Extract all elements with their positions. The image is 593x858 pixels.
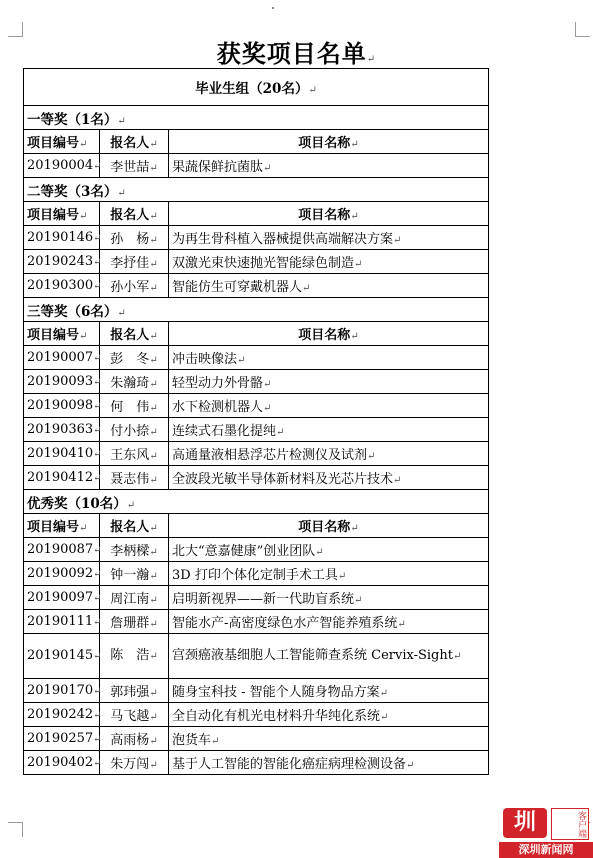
- applicant-name-cell-text: 彭 冬: [110, 352, 150, 367]
- paragraph-mark-icon: ↵: [149, 259, 158, 270]
- paragraph-mark-icon: ↵: [93, 734, 102, 745]
- section-row: [24, 178, 489, 202]
- project-id-cell: [24, 370, 100, 394]
- paragraph-mark-icon: ↵: [93, 257, 102, 268]
- table-row: [24, 226, 489, 250]
- project-name-cell-text: 智能仿生可穿戴机器人: [172, 280, 303, 295]
- paragraph-mark-icon: ↵: [393, 235, 402, 246]
- paragraph-mark-icon: ↵: [380, 712, 389, 723]
- project-name-cell-text: 冲击映像法: [172, 352, 238, 367]
- project-id-cell-text: 20190097: [27, 590, 94, 605]
- paragraph-mark-icon: ↵: [149, 650, 158, 662]
- project-id-cell-text: 20190092: [27, 566, 94, 581]
- table-row: [24, 751, 489, 775]
- applicant-name-cell-text: 詹珊群: [110, 616, 150, 631]
- paragraph-mark-icon: ↵: [149, 283, 158, 294]
- paragraph-mark-icon: ↵: [79, 139, 88, 150]
- section-label-text: 一等奖（1名）: [27, 111, 118, 128]
- project-id-cell-text: 20190410: [27, 446, 94, 461]
- project-id-cell-text: 20190402: [27, 755, 94, 770]
- project-name-cell: [169, 703, 489, 727]
- table-row: [24, 703, 489, 727]
- applicant-name-cell: [100, 154, 169, 178]
- project-name-cell-text: 双激光束快速抛光智能绿色制造: [172, 256, 355, 271]
- paragraph-mark-icon: ↵: [350, 331, 359, 342]
- award-table: [23, 68, 489, 775]
- project-id-cell-text: 20190146: [27, 230, 94, 245]
- project-id-cell: [24, 751, 100, 775]
- project-name-cell: [169, 370, 489, 394]
- logo-mark: 圳: [503, 808, 547, 838]
- applicant-name-cell: [100, 370, 169, 394]
- paragraph-mark-icon: ↵: [149, 619, 158, 630]
- paragraph-mark-icon: ↵: [93, 650, 102, 662]
- paragraph-mark-icon: ↵: [93, 617, 102, 628]
- paragraph-mark-icon: ↵: [149, 163, 158, 174]
- project-id-cell: [24, 418, 100, 442]
- paragraph-mark-icon: ↵: [93, 353, 102, 364]
- paragraph-mark-icon: ↵: [452, 650, 462, 662]
- project-name-cell: [169, 610, 489, 634]
- section-label: [24, 106, 489, 130]
- project-id-cell-text: 20190111: [27, 614, 94, 629]
- project-name-cell-text: 水下检测机器人: [172, 400, 264, 415]
- project-id-cell-text: 20190300: [27, 278, 94, 293]
- table-row: [24, 274, 489, 298]
- header-name: [100, 322, 169, 346]
- project-id-cell-text: 20190257: [27, 731, 94, 746]
- applicant-name-cell: [100, 418, 169, 442]
- header-project: [169, 514, 489, 538]
- header-id: [24, 322, 100, 346]
- paragraph-mark-icon: ↵: [93, 281, 102, 292]
- table-row: [24, 250, 489, 274]
- paragraph-mark-icon: ↵: [79, 331, 88, 342]
- paragraph-mark-icon: ↵: [79, 523, 88, 534]
- header-id-text: 项目编号: [27, 136, 80, 151]
- section-label-text: 二等奖（3名）: [27, 183, 118, 200]
- paragraph-mark-icon: ↵: [93, 377, 102, 388]
- project-id-cell: [24, 703, 100, 727]
- project-id-cell: [24, 634, 100, 679]
- applicant-name-cell: [100, 679, 169, 703]
- header-name: [100, 130, 169, 154]
- document-title: [0, 34, 593, 69]
- section-label-text: 三等奖（6名）: [27, 303, 118, 320]
- project-name-cell: [169, 679, 489, 703]
- header-name-text: 报名人: [110, 208, 150, 223]
- applicant-name-cell-text: 孙 杨: [110, 232, 150, 247]
- header-id-text: 项目编号: [27, 520, 80, 535]
- group-title: 毕业生组（20名）: [195, 81, 309, 97]
- paragraph-mark-icon: ↵: [397, 619, 406, 630]
- project-id-cell-text: 20190093: [27, 374, 94, 389]
- project-name-cell: [169, 226, 489, 250]
- paragraph-mark-icon: ↵: [149, 547, 158, 558]
- paragraph-mark-icon: ↵: [149, 451, 158, 462]
- paragraph-mark-icon: ↵: [149, 211, 158, 222]
- applicant-name-cell-text: 钟一瀚: [110, 568, 150, 583]
- paragraph-mark-icon: ↵: [263, 379, 272, 390]
- paragraph-mark-icon: ↵: [93, 233, 102, 244]
- applicant-name-cell-text: 孙小军: [110, 280, 150, 295]
- applicant-name-cell-text: 聂志伟: [110, 472, 150, 487]
- table-row: [24, 610, 489, 634]
- project-id-cell: [24, 466, 100, 490]
- header-project-text: 项目名称: [298, 208, 351, 223]
- paragraph-mark-icon: ↵: [354, 595, 363, 606]
- top-center-mark: [272, 7, 274, 9]
- paragraph-mark-icon: ↵: [117, 307, 126, 319]
- paragraph-mark-icon: ↵: [393, 475, 402, 486]
- project-name-cell-text: 启明新视界——新一代助盲系统: [172, 592, 355, 607]
- paragraph-mark-icon: ↵: [211, 736, 220, 747]
- table-row: [24, 346, 489, 370]
- paragraph-mark-icon: ↵: [366, 54, 377, 65]
- project-id-cell: [24, 274, 100, 298]
- applicant-name-cell-text: 陈 浩: [110, 647, 150, 663]
- paragraph-mark-icon: ↵: [149, 355, 158, 366]
- paragraph-mark-icon: ↵: [149, 475, 158, 486]
- project-name-cell: [169, 634, 489, 679]
- header-row: [24, 514, 489, 538]
- applicant-name-cell: [100, 751, 169, 775]
- shenzhen-news-logo: [499, 806, 593, 858]
- header-id: [24, 130, 100, 154]
- project-name-cell: [169, 538, 489, 562]
- paragraph-mark-icon: ↵: [149, 760, 158, 771]
- project-id-cell-text: 20190170: [27, 683, 94, 698]
- paragraph-mark-icon: ↵: [367, 451, 376, 462]
- applicant-name-cell: [100, 466, 169, 490]
- applicant-name-cell-text: 李柄樑: [110, 544, 150, 559]
- logo-brand-text: 深圳新闻网: [499, 842, 593, 858]
- project-name-cell: [169, 466, 489, 490]
- project-name-cell-text: 果蔬保鲜抗菌肽: [172, 160, 264, 175]
- project-id-cell: [24, 442, 100, 466]
- paragraph-mark-icon: ↵: [79, 211, 88, 222]
- project-name-cell: [169, 394, 489, 418]
- paragraph-mark-icon: ↵: [276, 427, 285, 438]
- applicant-name-cell-text: 付小捺: [110, 424, 150, 439]
- table-row: [24, 727, 489, 751]
- paragraph-mark-icon: ↵: [302, 283, 311, 294]
- paragraph-mark-icon: ↵: [149, 379, 158, 390]
- project-id-cell-text: 20190145: [27, 647, 94, 663]
- group-row: [24, 69, 489, 106]
- paragraph-mark-icon: ↵: [149, 571, 158, 582]
- paragraph-mark-icon: ↵: [93, 161, 102, 172]
- logo-side-text: 客户端: [551, 808, 589, 840]
- project-id-cell-text: 20190242: [27, 707, 94, 722]
- header-name: [100, 514, 169, 538]
- table-row: [24, 562, 489, 586]
- group-cell: [24, 69, 489, 106]
- header-id: [24, 514, 100, 538]
- table-row: [24, 679, 489, 703]
- paragraph-mark-icon: ↵: [149, 595, 158, 606]
- project-name-cell: [169, 250, 489, 274]
- section-label: [24, 490, 489, 514]
- header-project: [169, 322, 489, 346]
- table-row: [24, 394, 489, 418]
- table-row: [24, 442, 489, 466]
- project-id-cell: [24, 727, 100, 751]
- paragraph-mark-icon: ↵: [149, 523, 158, 534]
- paragraph-mark-icon: ↵: [93, 401, 102, 412]
- paragraph-mark-icon: ↵: [149, 331, 158, 342]
- paragraph-mark-icon: ↵: [149, 712, 158, 723]
- paragraph-mark-icon: ↵: [93, 686, 102, 697]
- project-id-cell: [24, 586, 100, 610]
- project-name-cell: [169, 154, 489, 178]
- project-id-cell: [24, 226, 100, 250]
- project-name-cell-text: 全波段光敏半导体新材料及光芯片技术: [172, 472, 394, 487]
- header-name-text: 报名人: [110, 136, 150, 151]
- paragraph-mark-icon: ↵: [93, 593, 102, 604]
- header-row: [24, 130, 489, 154]
- project-id-cell-text: 20190007: [27, 350, 94, 365]
- section-row: [24, 490, 489, 514]
- project-id-cell-text: 20190363: [27, 422, 94, 437]
- project-name-cell: [169, 727, 489, 751]
- section-label: [24, 178, 489, 202]
- project-id-cell-text: 20190412: [27, 470, 94, 485]
- project-name-cell-text: 智能水产-高密度绿色水产智能养殖系统: [172, 616, 398, 631]
- project-id-cell: [24, 679, 100, 703]
- table-row: [24, 466, 489, 490]
- paragraph-mark-icon: ↵: [379, 688, 389, 699]
- applicant-name-cell-text: 马飞越: [110, 709, 150, 724]
- table-row: [24, 154, 489, 178]
- header-id-text: 项目编号: [27, 328, 80, 343]
- applicant-name-cell-text: 朱瀚琦: [110, 376, 150, 391]
- table-row: [24, 634, 489, 679]
- applicant-name-cell-text: 何 伟: [110, 400, 150, 415]
- project-id-cell: [24, 346, 100, 370]
- header-name-text: 报名人: [110, 328, 150, 343]
- project-name-cell: [169, 562, 489, 586]
- project-id-cell-text: 20190098: [27, 398, 94, 413]
- applicant-name-cell: [100, 274, 169, 298]
- paragraph-mark-icon: ↵: [149, 403, 158, 414]
- paragraph-mark-icon: ↵: [117, 115, 126, 127]
- header-id: [24, 202, 100, 226]
- project-name-cell-text: 轻型动力外骨骼: [172, 376, 264, 391]
- applicant-name-cell: [100, 727, 169, 751]
- paragraph-mark-icon: ↵: [149, 235, 158, 246]
- project-id-cell: [24, 610, 100, 634]
- header-project-text: 项目名称: [298, 328, 351, 343]
- project-name-cell-text: 北大“意嘉健康”创业团队: [172, 544, 316, 559]
- project-name-cell-text: 3D 打印个体化定制手术工具: [172, 568, 338, 583]
- applicant-name-cell: [100, 394, 169, 418]
- paragraph-mark-icon: ↵: [237, 355, 246, 366]
- project-name-cell-text: 随身宝科技 - 智能个人随身物品方案: [172, 685, 380, 700]
- applicant-name-cell: [100, 562, 169, 586]
- section-label-text: 优秀奖（10名）: [27, 495, 127, 512]
- project-name-cell-text: 全自动化有机光电材料升华纯化系统: [172, 709, 381, 724]
- header-row: [24, 322, 489, 346]
- header-project: [169, 202, 489, 226]
- paragraph-mark-icon: ↵: [117, 187, 126, 199]
- paragraph-mark-icon: ↵: [149, 688, 158, 699]
- paragraph-mark-icon: ↵: [149, 427, 158, 438]
- header-project-text: 项目名称: [298, 520, 351, 535]
- applicant-name-cell-text: 周江南: [110, 592, 150, 607]
- applicant-name-cell-text: 朱万闯: [110, 757, 150, 772]
- project-id-cell: [24, 250, 100, 274]
- table-row: [24, 586, 489, 610]
- project-name-cell-text: 宫颈癌液基细胞人工智能筛查系统 Cervix-Sight: [172, 647, 453, 663]
- applicant-name-cell-text: 高雨杨: [110, 733, 150, 748]
- table-row: [24, 418, 489, 442]
- project-name-cell-text: 高通量液相悬浮芯片检测仪及试剂: [172, 448, 368, 463]
- paragraph-mark-icon: ↵: [93, 758, 102, 769]
- header-id-text: 项目编号: [27, 208, 80, 223]
- applicant-name-cell: [100, 250, 169, 274]
- header-row: [24, 202, 489, 226]
- header-name-text: 报名人: [110, 520, 150, 535]
- project-id-cell-text: 20190243: [27, 254, 94, 269]
- header-project: [169, 130, 489, 154]
- crop-mark-bottom-left: [8, 822, 23, 837]
- project-id-cell-text: 20190004: [27, 158, 94, 173]
- paragraph-mark-icon: ↵: [126, 499, 136, 511]
- applicant-name-cell: [100, 442, 169, 466]
- paragraph-mark-icon: ↵: [354, 259, 363, 270]
- project-id-cell: [24, 394, 100, 418]
- project-name-cell: [169, 751, 489, 775]
- header-project-text: 项目名称: [298, 136, 351, 151]
- section-row: [24, 106, 489, 130]
- paragraph-mark-icon: ↵: [93, 569, 102, 580]
- project-id-cell: [24, 562, 100, 586]
- table-row: [24, 538, 489, 562]
- project-id-cell-text: 20190087: [27, 542, 94, 557]
- paragraph-mark-icon: ↵: [93, 545, 102, 556]
- project-name-cell: [169, 586, 489, 610]
- paragraph-mark-icon: ↵: [350, 523, 359, 534]
- applicant-name-cell-text: 郭玮强: [110, 685, 150, 700]
- award-table-body: [24, 69, 489, 775]
- section-row: [24, 298, 489, 322]
- paragraph-mark-icon: ↵: [93, 710, 102, 721]
- project-name-cell-text: 基于人工智能的智能化癌症病理检测设备: [172, 757, 407, 772]
- project-id-cell: [24, 154, 100, 178]
- paragraph-mark-icon: ↵: [308, 85, 317, 96]
- section-label: [24, 298, 489, 322]
- project-name-cell: [169, 442, 489, 466]
- paragraph-mark-icon: ↵: [93, 425, 102, 436]
- project-name-cell-text: 连续式石墨化提纯: [172, 424, 277, 439]
- paragraph-mark-icon: ↵: [149, 736, 158, 747]
- project-name-cell: [169, 274, 489, 298]
- paragraph-mark-icon: ↵: [93, 473, 102, 484]
- applicant-name-cell: [100, 538, 169, 562]
- applicant-name-cell: [100, 610, 169, 634]
- paragraph-mark-icon: ↵: [350, 211, 359, 222]
- paragraph-mark-icon: ↵: [93, 449, 102, 460]
- paragraph-mark-icon: ↵: [315, 547, 324, 558]
- applicant-name-cell: [100, 586, 169, 610]
- paragraph-mark-icon: ↵: [263, 403, 272, 414]
- applicant-name-cell: [100, 634, 169, 679]
- project-id-cell: [24, 538, 100, 562]
- applicant-name-cell-text: 王东风: [110, 448, 150, 463]
- document-title-text: 获奖项目名单: [216, 39, 367, 68]
- header-name: [100, 202, 169, 226]
- paragraph-mark-icon: ↵: [406, 760, 415, 771]
- applicant-name-cell: [100, 703, 169, 727]
- project-name-cell-text: 为再生骨科植入器械提供高端解决方案: [172, 232, 394, 247]
- applicant-name-cell: [100, 346, 169, 370]
- applicant-name-cell: [100, 226, 169, 250]
- applicant-name-cell-text: 李世喆: [110, 160, 150, 175]
- project-name-cell: [169, 418, 489, 442]
- paragraph-mark-icon: ↵: [149, 139, 158, 150]
- paragraph-mark-icon: ↵: [350, 139, 359, 150]
- paragraph-mark-icon: ↵: [337, 571, 347, 582]
- applicant-name-cell-text: 李抒佳: [110, 256, 150, 271]
- project-name-cell-text: 泡货车: [172, 733, 212, 748]
- project-name-cell: [169, 346, 489, 370]
- table-row: [24, 370, 489, 394]
- paragraph-mark-icon: ↵: [263, 163, 272, 174]
